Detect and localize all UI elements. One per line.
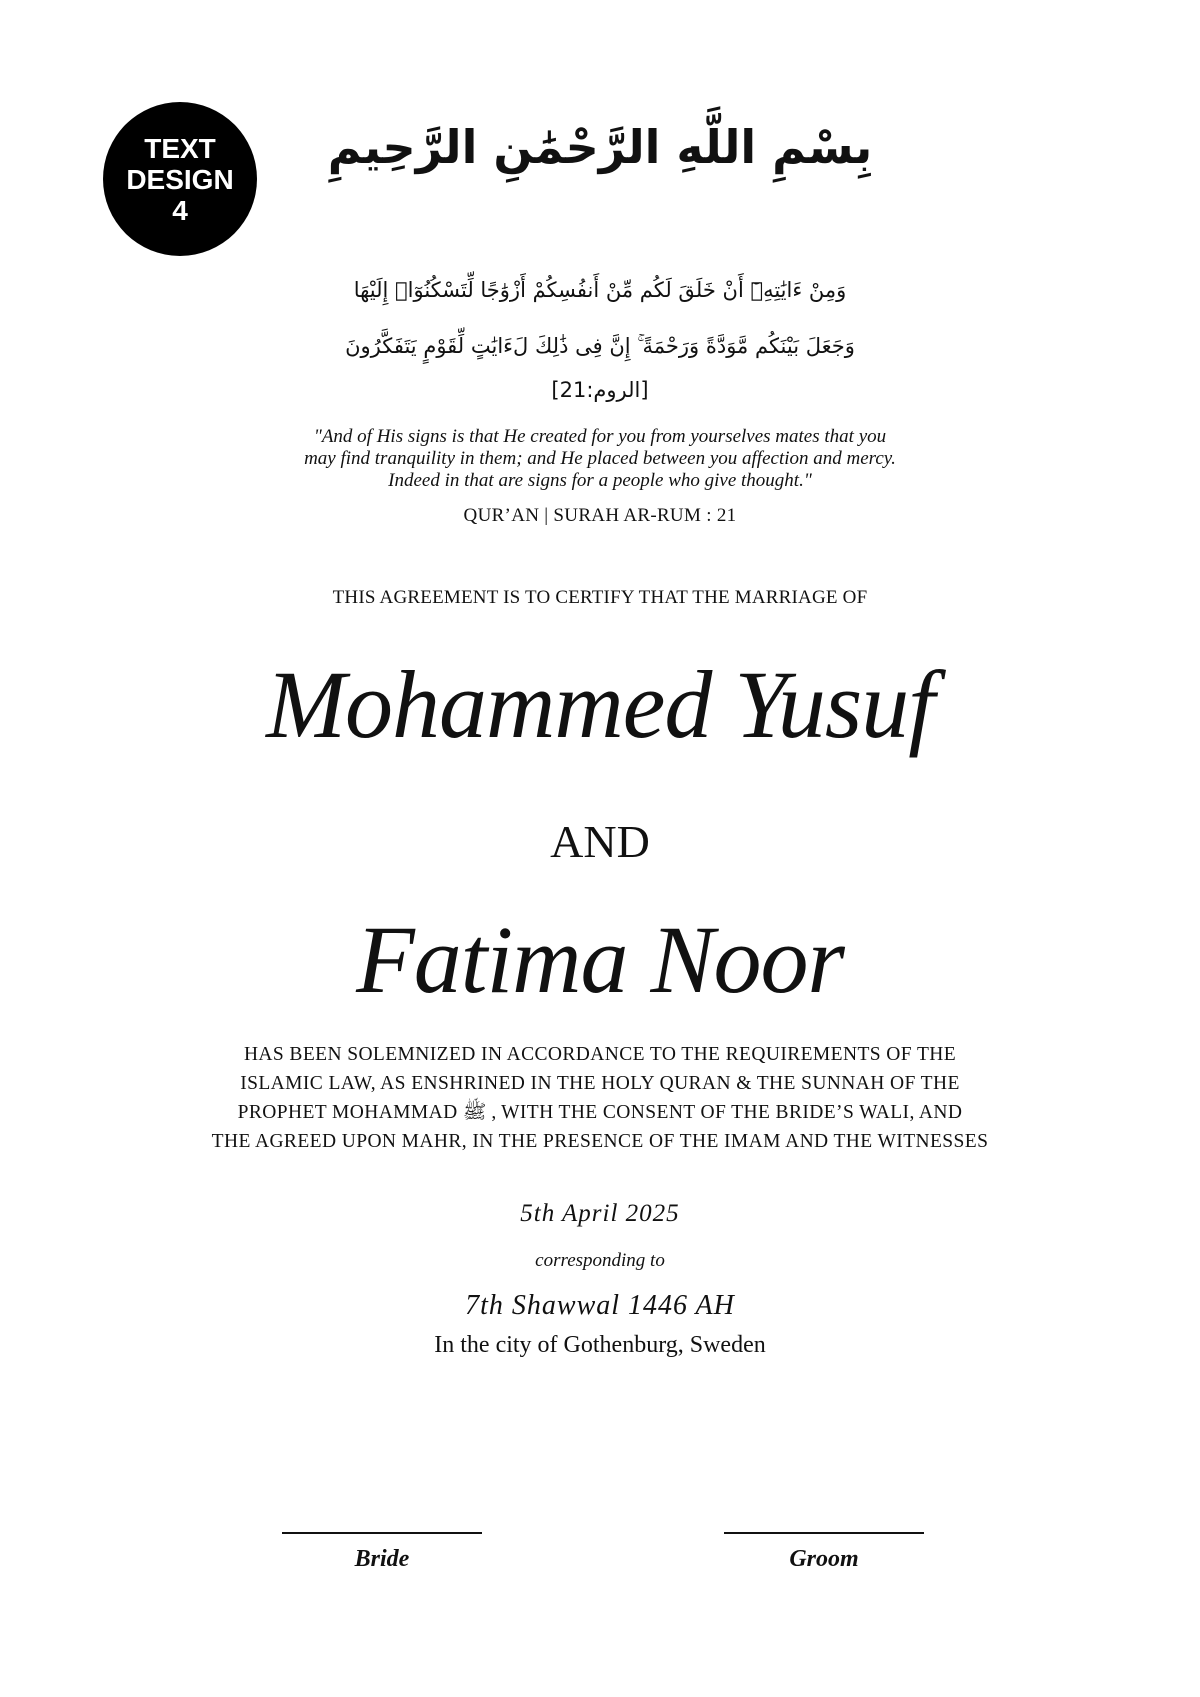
badge-line-3: 4 [172,194,188,226]
groom-signature-label: Groom [789,1546,859,1572]
statement-line-1: HAS BEEN SOLEMNIZED IN ACCORDANCE TO THE REQUIREMENTS OF THE [243,1044,957,1065]
bride-signature-label: Bride [354,1546,410,1572]
verse-translation [250,426,950,492]
groom-signature-line[interactable] [724,1532,924,1534]
bride-name: Fatima Noor [356,906,844,1013]
statement-line-3: PROPHET MOHAMMAD ﷺ , WITH THE CONSENT OF THE BRIDE’S WALI, AND [237,1102,963,1123]
quran-reference: QUR’AN | SURAH AR-RUM : 21 [463,505,737,526]
bride-signature-line[interactable] [282,1532,482,1534]
translation-line-2: may find tranquility in them; and He placed between you affection and mercy. [304,448,896,469]
badge-line-1: TEXT [144,132,216,164]
translation-line-3: Indeed in that are signs for a people who give thought." [388,470,812,491]
statement-line-2: ISLAMIC LAW, AS ENSHRINED IN THE HOLY QURAN & THE SUNNAH OF THE [240,1073,960,1094]
ceremony-city: In the city of Gothenburg, Sweden [434,1332,766,1358]
and-conjunction: AND [550,816,650,867]
badge-line-2: DESIGN [126,163,234,195]
statement-line-4: THE AGREED UPON MAHR, IN THE PRESENCE OF THE IMAM AND THE WITNESSES [211,1131,989,1152]
solemnization-statement [0,1040,1200,1156]
verse-arabic-reference: [الروم:21] [551,378,649,402]
verse-arabic-line-1: وَمِنْ ءَايَٰتِهِۦٓ أَنْ خَلَقَ لَكُم مِّنْ أَنفُسِكُمْ أَزْوَٰجًا لِّتَسْكُنُوٓا۟ إِلَيْهَا [353,278,847,302]
certify-statement: THIS AGREEMENT IS TO CERTIFY THAT THE MARRIAGE OF [332,587,868,608]
verse-arabic-line-2: وَجَعَلَ بَيْنَكُم مَّوَدَّةً وَرَحْمَةً ۚ إِنَّ فِى ذَٰلِكَ لَءَايَٰتٍ لِّقَوْمٍ يَتَفَكَّرُونَ [345,334,855,358]
corresponding-label: corresponding to [535,1250,665,1271]
gregorian-date: 5th April 2025 [520,1200,680,1227]
translation-line-1: "And of His signs is that He created for you from yourselves mates that you [313,426,887,447]
basmala-calligraphy: بِسْمِ اللَّهِ الرَّحْمَٰنِ الرَّحِيمِ [327,120,873,174]
groom-name: Mohammed Yusuf [266,651,934,758]
hijri-date: 7th Shawwal 1446 AH [465,1290,735,1321]
